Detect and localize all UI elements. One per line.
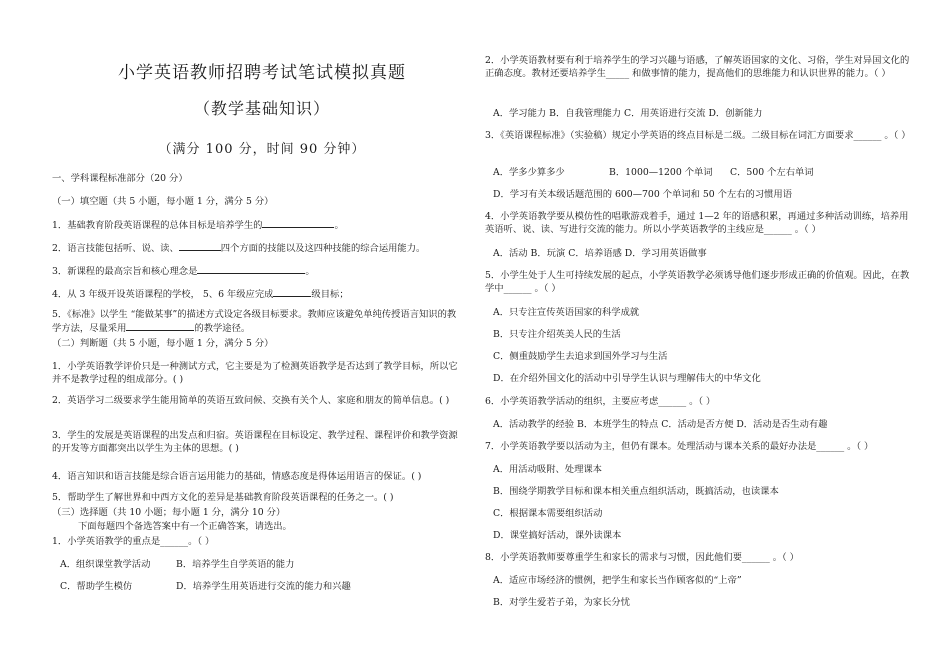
choice-header: （三）选择题（共 10 小题；每小题 1 分，满分 10 分）	[52, 507, 286, 518]
option-a: A．学多少算多少	[493, 167, 565, 178]
judge-question-1: 1．小学英语教学评价只是一种测试方式，它主要是为了检测英语教学是否达到了教学目标，所以它并不是教学过程的组成部分。( )	[52, 361, 458, 385]
fill-question-5: 5．《标准》以学生 “能做某事”的描述方式设定各级目标要求。教师应该避免单纯传授语言知识的教学方法，尽量采用 的教学途径。	[52, 309, 457, 334]
option-b: B．1000—1200 个单词	[609, 167, 713, 178]
option-d: D．学习有关本级话题范围的 600—700 个单词和 50 个左右的习惯用语	[493, 189, 793, 200]
fill-question-1: 1．基础教育阶段英语课程的总体目标是培养学生的 。	[52, 220, 344, 231]
fill-header: （一）填空题（共 5 小题，每小题 1 分，满分 5 分）	[52, 196, 274, 207]
q6-options: A．活动教学的经验 B．本班学生的特点 C．活动是否方便 D．活动是否生动有趣	[493, 419, 828, 430]
judge-header: （二）判断题（共 5 小题，每小题 1 分，满分 5 分）	[52, 338, 274, 349]
option-c: C．500 个左右单词	[730, 167, 814, 178]
judge-question-5: 5．帮助学生了解世界和中西方文化的差异是基础教育阶段英语课程的任务之一。( )	[52, 492, 394, 503]
choice-question-1: 1．小学英语教学的重点是______。（ ）	[52, 536, 215, 547]
option-d: D．课堂搞好活动，课外读课本	[493, 530, 622, 541]
option-c: C．侧重鼓励学生去追求到国外学习与生活	[493, 351, 668, 362]
option-d: D．在介绍外国文化的活动中引导学生认识与理解伟大的中华文化	[493, 373, 761, 384]
option-c: C．帮助学生模仿	[60, 581, 133, 592]
option-c: C．根据课本需要组织活动	[493, 508, 603, 519]
judge-question-2: 2．英语学习二级要求学生能用简单的英语互致问候、交换有关个人、家庭和朋友的简单信息。( )	[52, 395, 450, 406]
choice-note: 下面每题四个备选答案中有一个正确答案，请选出。	[78, 521, 292, 532]
choice-question-7: 7．小学英语教学要以活动为主，但仍有课本。处理活动与课本关系的最好办法是______ 。（ ）	[485, 441, 874, 452]
fill-question-2: 2．语言技能包括听、说、读、 四个方面的技能以及这四种技能的综合运用能力。	[52, 243, 426, 254]
document-title: 小学英语教师招聘考试笔试模拟真题	[118, 63, 406, 83]
q4-options: A．活动 B．玩演 C．培养语感 D．学习用英语做事	[493, 248, 707, 259]
option-b: B．培养学生自学英语的能力	[176, 559, 295, 570]
q2-options: A．学习能力 B．自我管理能力 C．用英语进行交流 D．创新能力	[493, 108, 763, 119]
section-heading: 一、学科课程标准部分（20 分）	[52, 173, 188, 184]
choice-question-8: 8．小学英语教师要尊重学生和家长的需求与习惯，因此他们要______ 。（ ）	[485, 552, 799, 563]
exam-meta: （满分 100 分，时间 90 分钟）	[158, 142, 366, 157]
choice-question-3: 3．《英语课程标准》（实验稿）规定小学英语的终点目标是二级。二级目标在词汇方面要求______ 。（ ）	[485, 130, 911, 141]
choice-question-6: 6．小学英语教学活动的组织，主要应考虑______ 。（ ）	[485, 396, 716, 407]
judge-question-4: 4．语言知识和语言技能是综合语言运用能力的基础，情感态度是得体运用语言的保证。( )	[52, 471, 422, 482]
choice-question-5: 5．小学生处于人生可持续发展的起点，小学英语教学必须诱导他们逐步形成正确的价值观。因此，在教学中______ 。（ ）	[485, 270, 910, 294]
option-d: D．培养学生用英语进行交流的能力和兴趣	[176, 581, 351, 592]
option-b: B．对学生爱若子弟，为家长分忧	[493, 597, 630, 608]
option-b: B．围绕学期教学目标和课本相关重点组织活动，既搞活动，也读课本	[493, 486, 779, 497]
choice-question-4: 4．小学英语教学要从模仿性的唱歌游戏着手，通过 1—2 年的语感积累，再通过多种活动训练，培养用英语听、说、读、写进行交流的能力。所以小学英语教学的主线应是______ 。（ ）	[485, 211, 909, 235]
option-b: B．只专注介绍英美人民的生活	[493, 329, 621, 340]
option-a: A．组织课堂教学活动	[60, 559, 151, 570]
document-subtitle: （教学基础知识）	[193, 99, 330, 118]
option-a: A．只专注宣传英语国家的科学成就	[493, 307, 640, 318]
fill-question-4: 4．从 3 年级开设英语课程的学校， 5、6 年级应完成 级目标；	[52, 289, 349, 300]
fill-question-3: 3．新课程的最高宗旨和核心理念是 。	[52, 266, 315, 277]
option-a: A．适应市场经济的惯例，把学生和家长当作顾客似的“上帝”	[493, 575, 742, 586]
choice-question-2: 2．小学英语教材要有利于培养学生的学习兴趣与语感，了解英语国家的文化、习俗，学生对异国文化的正确态度。教材还要培养学生_____ 和做事情的能力，提高他们的思维能力和认识世界的能力。（ ）	[485, 55, 910, 79]
judge-question-3: 3．学生的发展是英语课程的出发点和归宿。英语课程在目标设定、教学过程、课程评价和教学资源的开发等方面都突出以学生为主体的思想。( )	[52, 430, 458, 454]
option-a: A．用活动吸附、处理课本	[493, 464, 602, 475]
